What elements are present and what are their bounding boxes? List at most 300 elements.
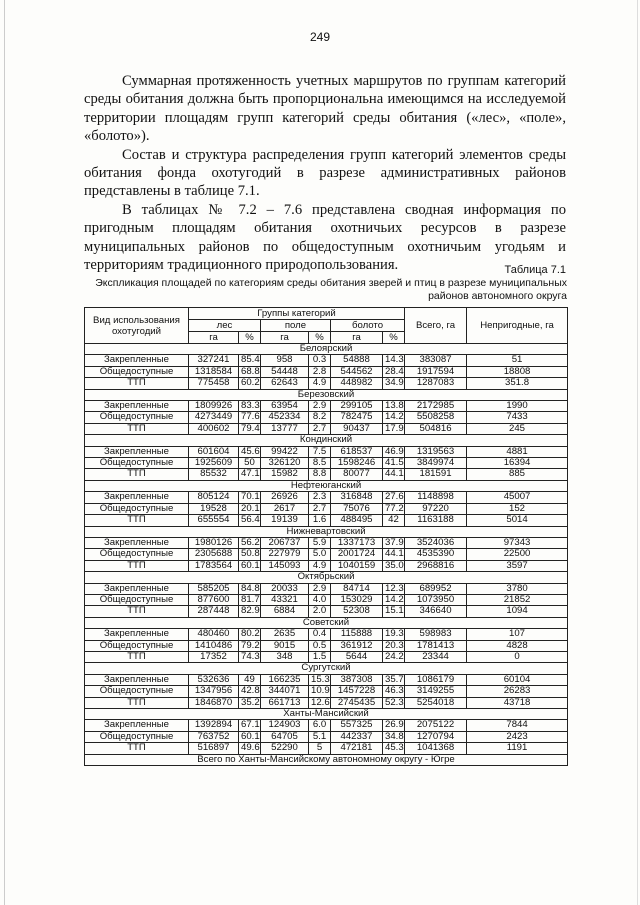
value-cell: 67.1 — [239, 720, 261, 731]
header-field-ha: га — [261, 332, 309, 344]
value-cell: 287448 — [189, 606, 239, 617]
district-row — [85, 526, 568, 537]
value-cell: 5014 — [467, 515, 568, 526]
district-name: Ханты-Мансийский — [85, 709, 568, 720]
value-cell: 661713 — [261, 697, 309, 708]
value-cell: 1457228 — [331, 686, 383, 697]
district-row — [85, 617, 568, 628]
usage-type-cell: Общедоступные — [85, 640, 189, 651]
value-cell: 383087 — [405, 355, 467, 366]
value-cell: 56.2 — [239, 537, 261, 548]
value-cell: 2745435 — [331, 697, 383, 708]
table-row — [85, 515, 568, 526]
value-cell: 6.0 — [309, 720, 331, 731]
value-cell: 1148898 — [405, 492, 467, 503]
usage-type-cell: ТТП — [85, 651, 189, 662]
value-cell: 1917594 — [405, 366, 467, 377]
table-row — [85, 469, 568, 480]
value-cell: 43718 — [467, 697, 568, 708]
value-cell: 80.2 — [239, 629, 261, 640]
value-cell: 4881 — [467, 446, 568, 457]
value-cell: 655554 — [189, 515, 239, 526]
district-row — [85, 389, 568, 400]
header-usage-type: Вид использования охотугодий — [85, 308, 189, 344]
value-cell: 299105 — [331, 401, 383, 412]
value-cell: 85.4 — [239, 355, 261, 366]
value-cell: 63954 — [261, 401, 309, 412]
paragraph-2: Состав и структура распределения групп категорий элементов среды обитания фонда охотугодий в разрезе административных районов представлены в таблице 7.1. — [84, 146, 566, 200]
usage-type-cell: ТТП — [85, 560, 189, 571]
value-cell: 9015 — [261, 640, 309, 651]
value-cell: 26283 — [467, 686, 568, 697]
value-cell: 2.8 — [309, 366, 331, 377]
value-cell: 34.9 — [383, 378, 405, 389]
table-row — [85, 651, 568, 662]
value-cell: 7433 — [467, 412, 568, 423]
value-cell: 782475 — [331, 412, 383, 423]
table-row — [85, 412, 568, 423]
value-cell: 81.7 — [239, 594, 261, 605]
value-cell: 1347956 — [189, 686, 239, 697]
table-row — [85, 458, 568, 469]
scan-edge-right — [637, 0, 638, 905]
value-cell: 50 — [239, 458, 261, 469]
value-cell: 153029 — [331, 594, 383, 605]
header-swamp-pct: % — [383, 332, 405, 344]
value-cell: 344071 — [261, 686, 309, 697]
usage-type-cell: Общедоступные — [85, 503, 189, 514]
table-row — [85, 743, 568, 754]
value-cell: 346640 — [405, 606, 467, 617]
value-cell: 5254018 — [405, 697, 467, 708]
value-cell: 79.2 — [239, 640, 261, 651]
value-cell: 5644 — [331, 651, 383, 662]
value-cell: 54448 — [261, 366, 309, 377]
value-cell: 2001724 — [331, 549, 383, 560]
header-unsuitable: Непригодные, га — [467, 308, 568, 344]
value-cell: 49 — [239, 674, 261, 685]
value-cell: 124903 — [261, 720, 309, 731]
value-cell: 60.2 — [239, 378, 261, 389]
value-cell: 60.1 — [239, 560, 261, 571]
value-cell: 245 — [467, 423, 568, 434]
value-cell: 2968816 — [405, 560, 467, 571]
value-cell: 1319563 — [405, 446, 467, 457]
value-cell: 348 — [261, 651, 309, 662]
value-cell: 52308 — [331, 606, 383, 617]
table-row — [85, 731, 568, 742]
value-cell: 488495 — [331, 515, 383, 526]
value-cell: 1980126 — [189, 537, 239, 548]
value-cell: 1990 — [467, 401, 568, 412]
district-row — [85, 572, 568, 583]
value-cell: 107 — [467, 629, 568, 640]
value-cell: 26926 — [261, 492, 309, 503]
usage-type-cell: ТТП — [85, 515, 189, 526]
value-cell: 35.2 — [239, 697, 261, 708]
table-caption: Экспликация площадей по категориям среды обитания зверей и птиц в разрезе муниципальных районов автономного округа — [95, 277, 567, 302]
value-cell: 3780 — [467, 583, 568, 594]
value-cell: 5.1 — [309, 731, 331, 742]
value-cell: 1073950 — [405, 594, 467, 605]
value-cell: 227979 — [261, 549, 309, 560]
table-row — [85, 583, 568, 594]
district-name: Октябрьский — [85, 572, 568, 583]
value-cell: 400602 — [189, 423, 239, 434]
value-cell: 35.7 — [383, 674, 405, 685]
value-cell: 0 — [467, 651, 568, 662]
usage-type-cell: Закрепленные — [85, 355, 189, 366]
value-cell: 480460 — [189, 629, 239, 640]
value-cell: 805124 — [189, 492, 239, 503]
district-name: Сургутский — [85, 663, 568, 674]
table-row — [85, 697, 568, 708]
value-cell: 4273449 — [189, 412, 239, 423]
table-row — [85, 560, 568, 571]
paragraph-1: Суммарная протяженность учетных маршрутов по группам категорий среды обитания должна быть пропорциональна имеющимся на исследуемой территории площадям групп категорий среды обитания («лес», «поле», «болото»). — [84, 73, 566, 145]
value-cell: 181591 — [405, 469, 467, 480]
usage-type-cell: Общедоступные — [85, 594, 189, 605]
value-cell: 1598246 — [331, 458, 383, 469]
value-cell: 3149255 — [405, 686, 467, 697]
value-cell: 1337173 — [331, 537, 383, 548]
value-cell: 1925609 — [189, 458, 239, 469]
value-cell: 3524036 — [405, 537, 467, 548]
value-cell: 51 — [467, 355, 568, 366]
value-cell: 387308 — [331, 674, 383, 685]
value-cell: 5508258 — [405, 412, 467, 423]
usage-type-cell: Закрепленные — [85, 583, 189, 594]
header-swamp-ha: га — [331, 332, 383, 344]
value-cell: 74.3 — [239, 651, 261, 662]
value-cell: 361912 — [331, 640, 383, 651]
usage-type-cell: Общедоступные — [85, 366, 189, 377]
usage-type-cell: Общедоступные — [85, 412, 189, 423]
value-cell: 19.3 — [383, 629, 405, 640]
value-cell: 166235 — [261, 674, 309, 685]
value-cell: 64705 — [261, 731, 309, 742]
value-cell: 442337 — [331, 731, 383, 742]
value-cell: 0.4 — [309, 629, 331, 640]
value-cell: 84714 — [331, 583, 383, 594]
value-cell: 12.3 — [383, 583, 405, 594]
table-row — [85, 503, 568, 514]
paragraph-3: В таблицах № 7.2 – 7.6 представлена сводная информация по пригодным площадям обитания охотничьих ресурсов в разрезе муниципальных районов по общедоступным охотничьим угодьям и территориям традиционного природопользования. — [84, 201, 566, 274]
value-cell: 585205 — [189, 583, 239, 594]
table-row — [85, 629, 568, 640]
value-cell: 12.6 — [309, 697, 331, 708]
value-cell: 326120 — [261, 458, 309, 469]
table-row — [85, 423, 568, 434]
value-cell: 115888 — [331, 629, 383, 640]
district-row — [85, 344, 568, 355]
table-row — [85, 537, 568, 548]
table-row — [85, 401, 568, 412]
value-cell: 34.8 — [383, 731, 405, 742]
value-cell: 2423 — [467, 731, 568, 742]
value-cell: 3597 — [467, 560, 568, 571]
value-cell: 618537 — [331, 446, 383, 457]
value-cell: 46.9 — [383, 446, 405, 457]
value-cell: 77.6 — [239, 412, 261, 423]
value-cell: 84.8 — [239, 583, 261, 594]
usage-type-cell: Закрепленные — [85, 629, 189, 640]
value-cell: 45007 — [467, 492, 568, 503]
value-cell: 1410486 — [189, 640, 239, 651]
value-cell: 544562 — [331, 366, 383, 377]
value-cell: 23344 — [405, 651, 467, 662]
value-cell: 85532 — [189, 469, 239, 480]
value-cell: 1163188 — [405, 515, 467, 526]
value-cell: 8.2 — [309, 412, 331, 423]
value-cell: 19139 — [261, 515, 309, 526]
value-cell: 1094 — [467, 606, 568, 617]
value-cell: 20.1 — [239, 503, 261, 514]
value-cell: 958 — [261, 355, 309, 366]
value-cell: 44.1 — [383, 549, 405, 560]
value-cell: 152 — [467, 503, 568, 514]
value-cell: 1318584 — [189, 366, 239, 377]
usage-type-cell: ТТП — [85, 423, 189, 434]
usage-type-cell: ТТП — [85, 469, 189, 480]
usage-type-cell: Закрепленные — [85, 674, 189, 685]
value-cell: 90437 — [331, 423, 383, 434]
value-cell: 504816 — [405, 423, 467, 434]
value-cell: 145093 — [261, 560, 309, 571]
district-row — [85, 709, 568, 720]
district-row — [85, 480, 568, 491]
table-row — [85, 366, 568, 377]
value-cell: 46.3 — [383, 686, 405, 697]
value-cell: 1040159 — [331, 560, 383, 571]
value-cell: 50.8 — [239, 549, 261, 560]
value-cell: 316848 — [331, 492, 383, 503]
table-row — [85, 492, 568, 503]
header-field: поле — [261, 320, 331, 332]
value-cell: 2.9 — [309, 583, 331, 594]
value-cell: 1041368 — [405, 743, 467, 754]
habitat-table — [84, 307, 568, 766]
value-cell: 35.0 — [383, 560, 405, 571]
value-cell: 75076 — [331, 503, 383, 514]
value-cell: 2.3 — [309, 492, 331, 503]
value-cell: 5 — [309, 743, 331, 754]
value-cell: 557325 — [331, 720, 383, 731]
usage-type-cell: ТТП — [85, 378, 189, 389]
footer-row: Всего по Ханты-Мансийскому автономному округу - Югре — [85, 754, 568, 765]
value-cell: 70.1 — [239, 492, 261, 503]
value-cell: 601604 — [189, 446, 239, 457]
value-cell: 68.8 — [239, 366, 261, 377]
value-cell: 20.3 — [383, 640, 405, 651]
value-cell: 60.1 — [239, 731, 261, 742]
table-body — [85, 344, 568, 755]
table-row — [85, 606, 568, 617]
value-cell: 4.0 — [309, 594, 331, 605]
value-cell: 15982 — [261, 469, 309, 480]
header-forest-ha: га — [189, 332, 239, 344]
table-row — [85, 720, 568, 731]
value-cell: 24.2 — [383, 651, 405, 662]
value-cell: 4828 — [467, 640, 568, 651]
value-cell: 327241 — [189, 355, 239, 366]
value-cell: 598983 — [405, 629, 467, 640]
value-cell: 41.5 — [383, 458, 405, 469]
usage-type-cell: Общедоступные — [85, 731, 189, 742]
value-cell: 1809926 — [189, 401, 239, 412]
value-cell: 49.6 — [239, 743, 261, 754]
body-text — [84, 72, 566, 274]
value-cell: 2.7 — [309, 503, 331, 514]
header-groups: Группы категорий — [189, 308, 405, 320]
header-forest-pct: % — [239, 332, 261, 344]
table-row — [85, 594, 568, 605]
value-cell: 2305688 — [189, 549, 239, 560]
value-cell: 0.5 — [309, 640, 331, 651]
value-cell: 52290 — [261, 743, 309, 754]
value-cell: 689952 — [405, 583, 467, 594]
value-cell: 13777 — [261, 423, 309, 434]
value-cell: 79.4 — [239, 423, 261, 434]
value-cell: 13.8 — [383, 401, 405, 412]
table-row — [85, 549, 568, 560]
value-cell: 16394 — [467, 458, 568, 469]
usage-type-cell: Закрепленные — [85, 720, 189, 731]
value-cell: 877600 — [189, 594, 239, 605]
table-row — [85, 674, 568, 685]
value-cell: 4.9 — [309, 378, 331, 389]
table-row — [85, 686, 568, 697]
district-name: Белоярский — [85, 344, 568, 355]
district-name: Березовский — [85, 389, 568, 400]
value-cell: 54888 — [331, 355, 383, 366]
value-cell: 1086179 — [405, 674, 467, 685]
value-cell: 775458 — [189, 378, 239, 389]
value-cell: 52.3 — [383, 697, 405, 708]
page-number: 249 — [309, 30, 331, 44]
value-cell: 27.6 — [383, 492, 405, 503]
value-cell: 82.9 — [239, 606, 261, 617]
value-cell: 1287083 — [405, 378, 467, 389]
value-cell: 17352 — [189, 651, 239, 662]
value-cell: 472181 — [331, 743, 383, 754]
usage-type-cell: Закрепленные — [85, 492, 189, 503]
header-total: Всего, га — [405, 308, 467, 344]
value-cell: 14.3 — [383, 355, 405, 366]
value-cell: 351.8 — [467, 378, 568, 389]
value-cell: 42.8 — [239, 686, 261, 697]
value-cell: 3849974 — [405, 458, 467, 469]
value-cell: 1270794 — [405, 731, 467, 742]
value-cell: 7.5 — [309, 446, 331, 457]
value-cell: 45.6 — [239, 446, 261, 457]
value-cell: 1781413 — [405, 640, 467, 651]
usage-type-cell: ТТП — [85, 697, 189, 708]
district-name: Советский — [85, 617, 568, 628]
header-forest: лес — [189, 320, 261, 332]
district-name: Нефтеюганский — [85, 480, 568, 491]
district-name: Кондинский — [85, 435, 568, 446]
district-name: Нижневартовский — [85, 526, 568, 537]
value-cell: 516897 — [189, 743, 239, 754]
value-cell: 77.2 — [383, 503, 405, 514]
usage-type-cell: ТТП — [85, 606, 189, 617]
value-cell: 5.9 — [309, 537, 331, 548]
value-cell: 80077 — [331, 469, 383, 480]
header-field-pct: % — [309, 332, 331, 344]
value-cell: 99422 — [261, 446, 309, 457]
value-cell: 2617 — [261, 503, 309, 514]
value-cell: 47.1 — [239, 469, 261, 480]
value-cell: 22500 — [467, 549, 568, 560]
value-cell: 2.7 — [309, 423, 331, 434]
value-cell: 7844 — [467, 720, 568, 731]
value-cell: 21852 — [467, 594, 568, 605]
value-cell: 14.2 — [383, 412, 405, 423]
value-cell: 20033 — [261, 583, 309, 594]
value-cell: 15.1 — [383, 606, 405, 617]
value-cell: 62643 — [261, 378, 309, 389]
value-cell: 18808 — [467, 366, 568, 377]
scan-edge-left — [4, 0, 5, 905]
value-cell: 56.4 — [239, 515, 261, 526]
value-cell: 206737 — [261, 537, 309, 548]
usage-type-cell: Закрепленные — [85, 537, 189, 548]
value-cell: 6884 — [261, 606, 309, 617]
header-swamp: болото — [331, 320, 405, 332]
value-cell: 763752 — [189, 731, 239, 742]
value-cell: 44.1 — [383, 469, 405, 480]
value-cell: 1.6 — [309, 515, 331, 526]
value-cell: 448982 — [331, 378, 383, 389]
district-row — [85, 435, 568, 446]
value-cell: 14.2 — [383, 594, 405, 605]
value-cell: 452334 — [261, 412, 309, 423]
value-cell: 4535390 — [405, 549, 467, 560]
value-cell: 2172985 — [405, 401, 467, 412]
value-cell: 42 — [383, 515, 405, 526]
value-cell: 10.9 — [309, 686, 331, 697]
value-cell: 1846870 — [189, 697, 239, 708]
usage-type-cell: ТТП — [85, 743, 189, 754]
value-cell: 37.9 — [383, 537, 405, 548]
value-cell: 1392894 — [189, 720, 239, 731]
value-cell: 1.5 — [309, 651, 331, 662]
value-cell: 2635 — [261, 629, 309, 640]
value-cell: 1191 — [467, 743, 568, 754]
usage-type-cell: Закрепленные — [85, 401, 189, 412]
value-cell: 43321 — [261, 594, 309, 605]
value-cell: 4.9 — [309, 560, 331, 571]
value-cell: 97343 — [467, 537, 568, 548]
value-cell: 2.9 — [309, 401, 331, 412]
table-row — [85, 378, 568, 389]
value-cell: 60104 — [467, 674, 568, 685]
value-cell: 1783564 — [189, 560, 239, 571]
table-row — [85, 446, 568, 457]
value-cell: 885 — [467, 469, 568, 480]
table-row — [85, 355, 568, 366]
value-cell: 0.3 — [309, 355, 331, 366]
table-label: Таблица 7.1 — [504, 264, 566, 276]
value-cell: 2.0 — [309, 606, 331, 617]
value-cell: 5.0 — [309, 549, 331, 560]
value-cell: 2075122 — [405, 720, 467, 731]
value-cell: 17.9 — [383, 423, 405, 434]
value-cell: 45.3 — [383, 743, 405, 754]
usage-type-cell: Закрепленные — [85, 446, 189, 457]
table-row — [85, 640, 568, 651]
